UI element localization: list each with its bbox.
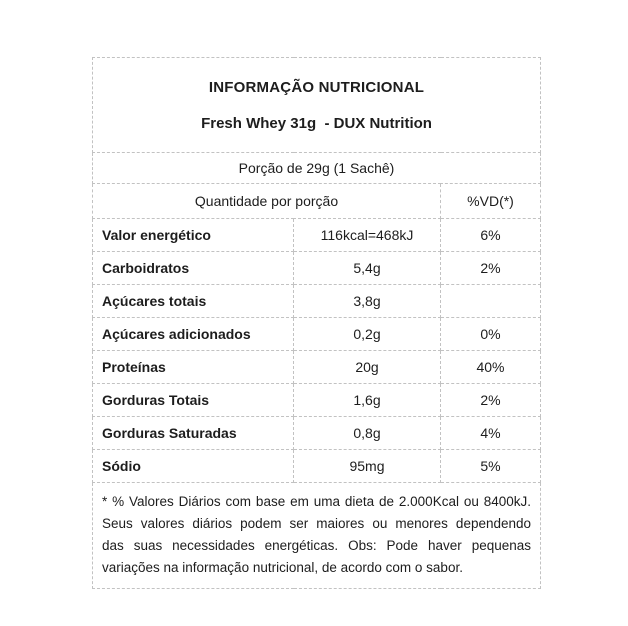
nutrient-dv: 0% <box>441 318 541 351</box>
nutrition-facts-table <box>92 57 541 589</box>
column-header-dv: %VD(*) <box>441 184 541 219</box>
footnote <box>93 483 541 589</box>
serving-row <box>93 153 541 184</box>
table-row <box>93 252 541 285</box>
table-row <box>93 318 541 351</box>
nutrient-name: Açúcares adicionados <box>93 318 294 351</box>
nutrient-dv: 40% <box>441 351 541 384</box>
title-cell <box>93 58 541 153</box>
nutrient-dv: 2% <box>441 384 541 417</box>
column-header-row <box>93 184 541 219</box>
table-row <box>93 285 541 318</box>
table-row <box>93 450 541 483</box>
nutrient-dv: 6% <box>441 219 541 252</box>
table-row <box>93 384 541 417</box>
nutrient-amount: 20g <box>294 351 441 384</box>
nutrient-amount: 1,6g <box>294 384 441 417</box>
nutrient-name: Proteínas <box>93 351 294 384</box>
nutrient-amount: 5,4g <box>294 252 441 285</box>
nutrient-amount: 95mg <box>294 450 441 483</box>
nutrient-name: Carboidratos <box>93 252 294 285</box>
nutrient-dv: 4% <box>441 417 541 450</box>
product-name: Fresh Whey 31g - DUX Nutrition <box>201 114 432 132</box>
nutrient-amount: 116kcal=468kJ <box>294 219 441 252</box>
footnote-line: variações na informação nutricional, de acordo com o sabor. <box>102 560 463 575</box>
title-row <box>93 58 541 153</box>
nutrient-name: Gorduras Totais <box>93 384 294 417</box>
footnote-line: Seus valores diários podem ser maiores ou menores dependendo <box>102 516 532 531</box>
nutrient-amount: 0,8g <box>294 417 441 450</box>
column-header-quantity: Quantidade por porção <box>93 184 441 219</box>
footnote-row <box>93 483 541 589</box>
nutrient-name: Gorduras Saturadas <box>93 417 294 450</box>
table-row <box>93 219 541 252</box>
nutrient-dv: 5% <box>441 450 541 483</box>
nutrient-name: Sódio <box>93 450 294 483</box>
nutrient-name: Valor energético <box>93 219 294 252</box>
footnote-line: * % Valores Diários com base em uma dieta de 2.000Kcal ou 8400kJ. <box>102 494 532 509</box>
nutrient-dv: 2% <box>441 252 541 285</box>
serving-size: Porção de 29g (1 Sachê) <box>93 153 541 184</box>
nutrient-dv <box>441 285 541 318</box>
table-row <box>93 417 541 450</box>
table-title: INFORMAÇÃO NUTRICIONAL <box>208 78 425 96</box>
table-row <box>93 351 541 384</box>
nutrient-amount: 0,2g <box>294 318 441 351</box>
nutrient-amount: 3,8g <box>294 285 441 318</box>
nutrient-name: Açúcares totais <box>93 285 294 318</box>
footnote-line: das suas necessidades energéticas. Obs: Pode haver pequenas <box>102 538 532 553</box>
